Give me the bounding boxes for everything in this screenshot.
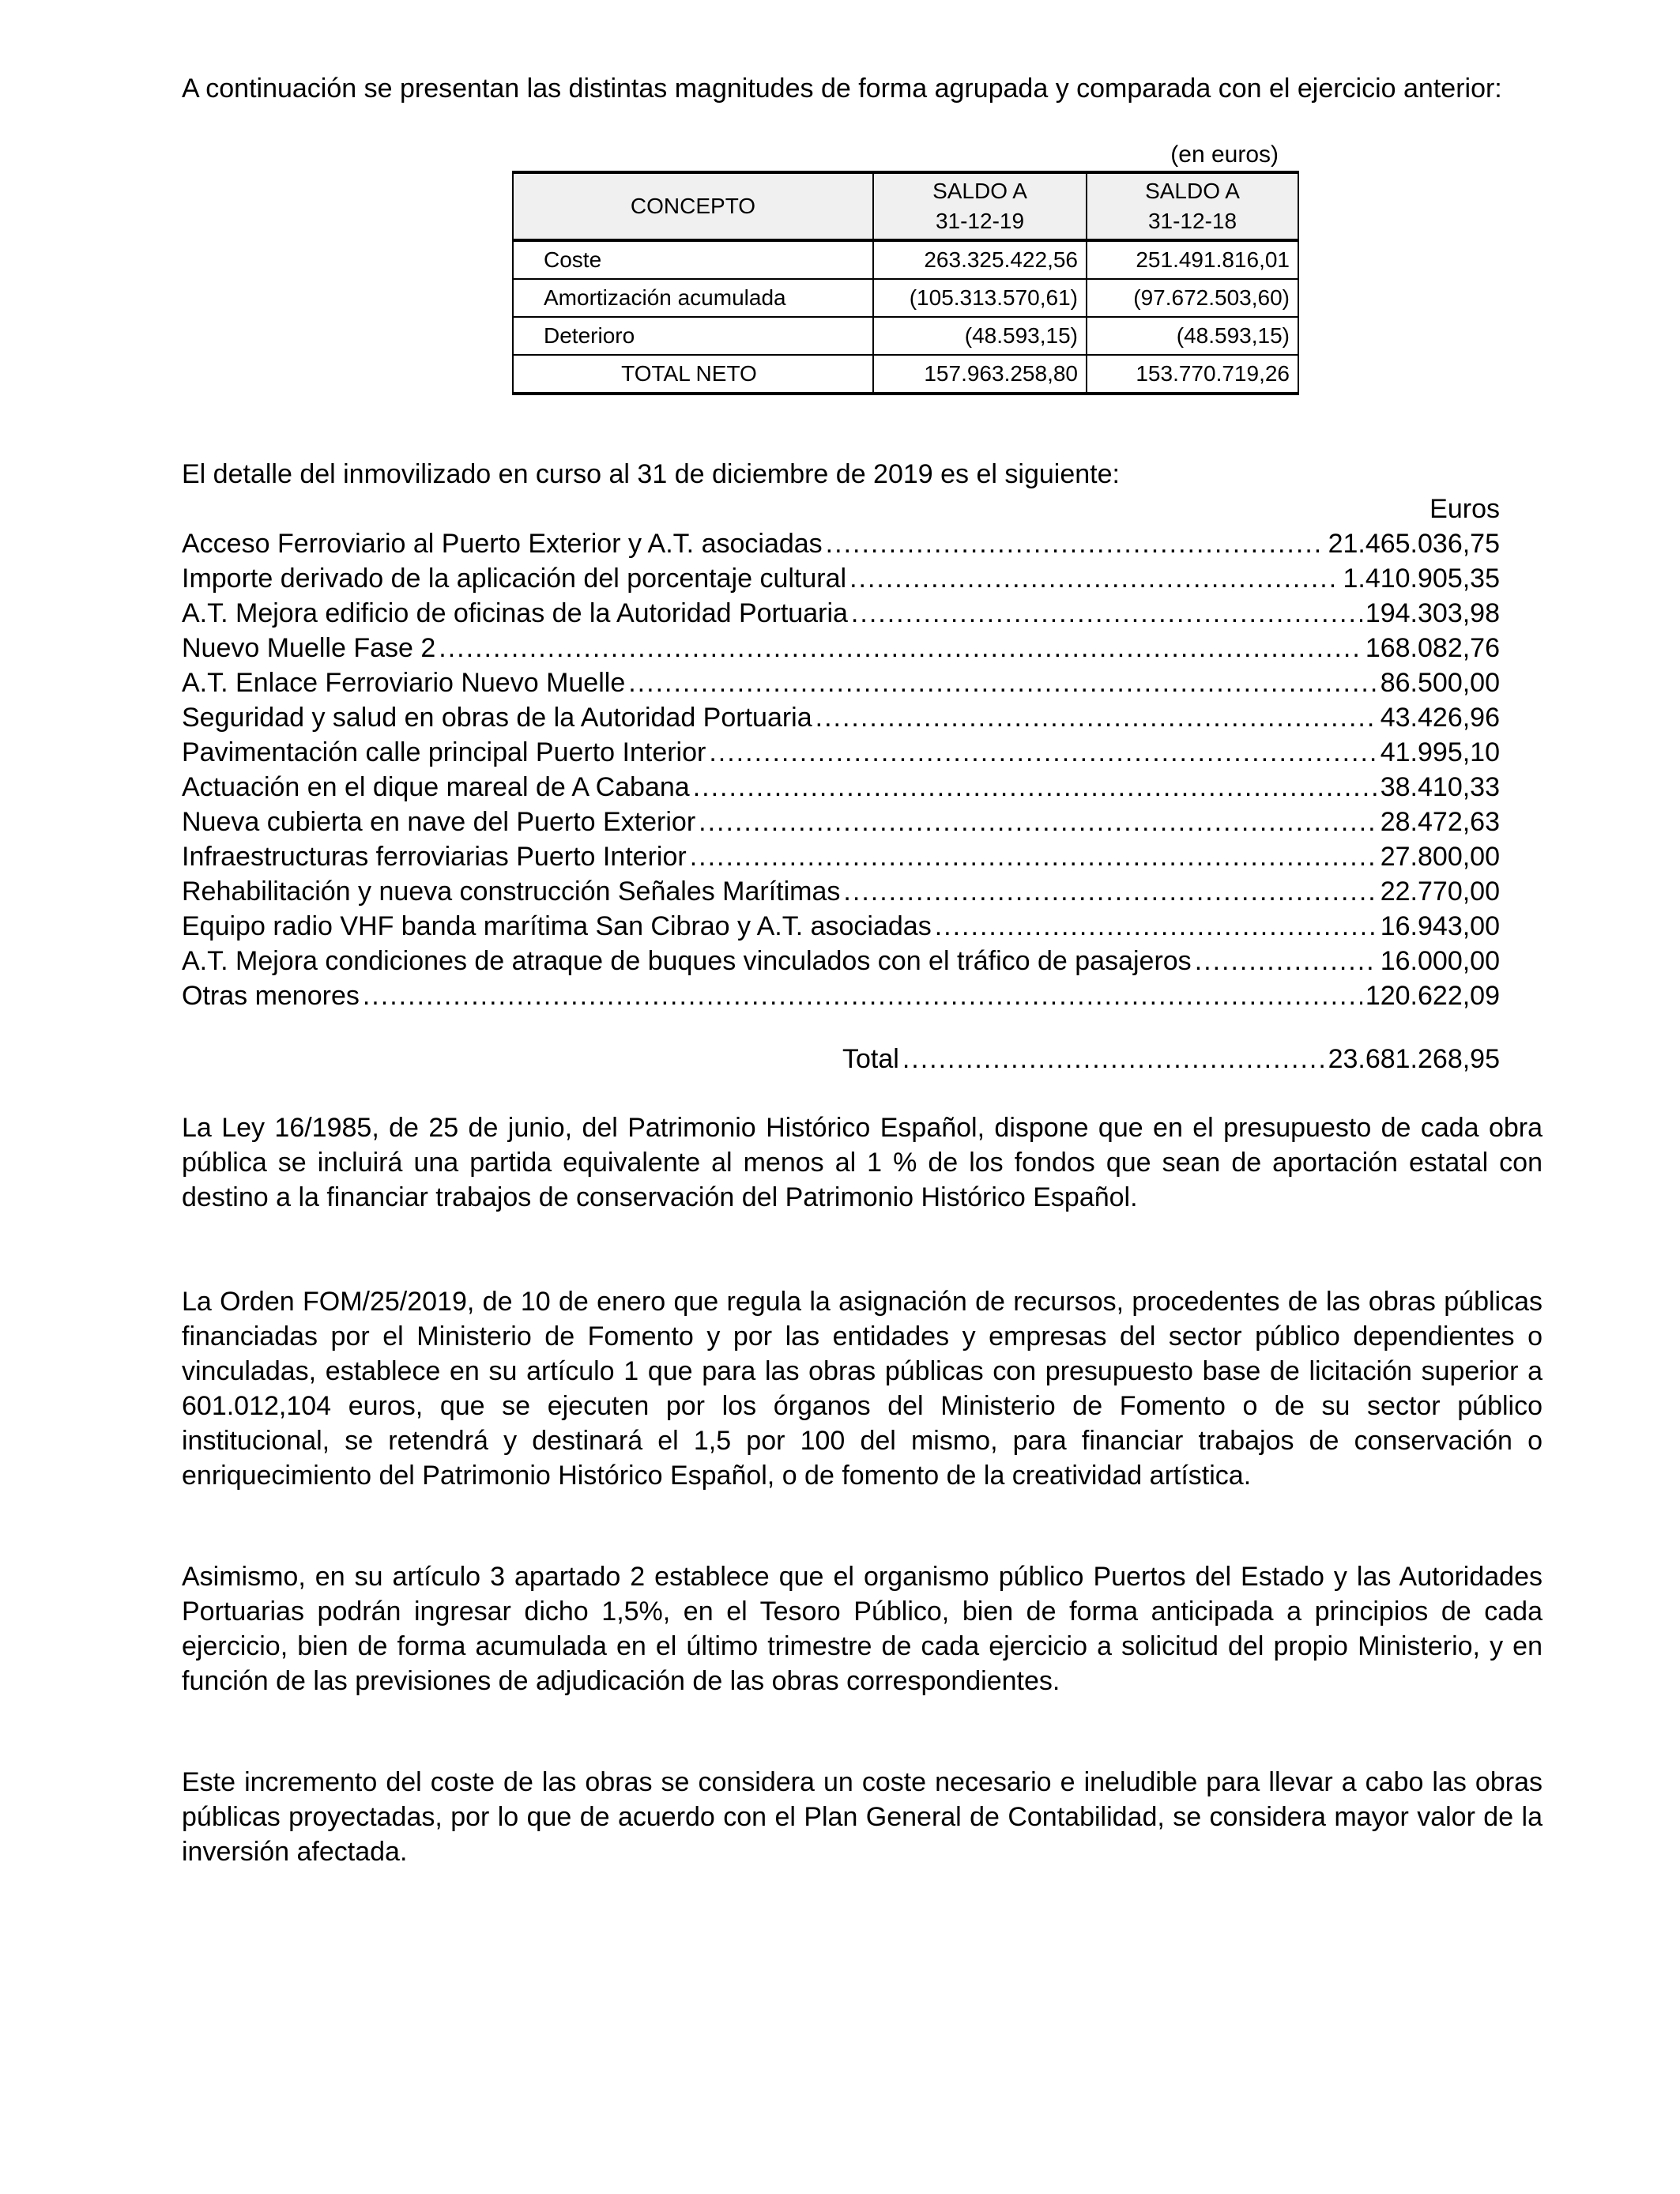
item-name: Pavimentación calle principal Puerto Interior (182, 737, 706, 767)
item-name: A.T. Enlace Ferroviario Nuevo Muelle (182, 668, 626, 698)
dot-leader (693, 770, 1377, 805)
item-amount: 86.500,00 (1380, 668, 1500, 698)
paragraph-articulo-3: Asimismo, en su artículo 3 apartado 2 establece que el organismo público Puertos del Estado y las Autoridades Portuarias podrán ingresar dicho 1,5%, en el Tesoro Público, bien de forma anticipada a principios de cada ejercicio, bien de forma acumulada en el último trimestre de cada ejercicio a solicitud del propio Ministerio, y en función de las previsiones de adjudicación de las obras correspondientes. (182, 1562, 1543, 1696)
item-amount: 120.622,09 (1365, 981, 1500, 1011)
item-amount: 38.410,33 (1380, 772, 1500, 802)
dot-leader (363, 978, 1362, 1013)
item-name: Nuevo Muelle Fase 2 (182, 633, 436, 663)
list-item (182, 770, 1500, 805)
list-item (182, 700, 1500, 735)
item-amount: 43.426,96 (1380, 703, 1500, 733)
list-item (182, 978, 1500, 1013)
table-row (513, 279, 1298, 317)
list-item (182, 805, 1500, 839)
dot-leader (935, 909, 1377, 944)
dot-leader (843, 874, 1377, 909)
row-value-2019: (48.593,15) (873, 317, 1087, 355)
dot-leader (826, 526, 1325, 561)
total-value-2019: 157.963.258,80 (873, 355, 1087, 394)
dot-leader (851, 596, 1362, 631)
item-amount: 16.000,00 (1380, 946, 1500, 976)
dot-leader (709, 735, 1377, 770)
row-concept: Deterioro (513, 317, 873, 355)
item-name: Equipo radio VHF banda marítima San Cibrao y A.T. asociadas (182, 911, 932, 941)
list-item (182, 944, 1500, 978)
detail-intro: El detalle del inmovilizado en curso al 31 de diciembre de 2019 es el siguiente: (182, 459, 1120, 489)
table-row (513, 317, 1298, 355)
item-name: Importe derivado de la aplicación del porcentaje cultural (182, 564, 847, 594)
paragraph-incremento-coste: Este incremento del coste de las obras se considera un coste necesario e ineludible para llevar a cabo las obras públicas proyectadas, por lo que de acuerdo con el Plan General de Contabilidad, se considera mayor valor de la inversión afectada. (182, 1767, 1543, 1867)
header-2019-line2: 31-12-19 (935, 209, 1025, 233)
item-amount: 194.303,98 (1365, 598, 1500, 628)
item-amount: 27.800,00 (1380, 842, 1500, 872)
header-2018 (1087, 172, 1298, 240)
row-value-2018: (97.672.503,60) (1087, 279, 1298, 317)
table-total-row (513, 355, 1298, 394)
item-amount: 22.770,00 (1380, 876, 1500, 907)
item-name: Rehabilitación y nueva construcción Señales Marítimas (182, 876, 841, 907)
item-amount: 21.465.036,75 (1328, 529, 1500, 559)
dot-leader (439, 631, 1362, 665)
list-item (182, 909, 1500, 944)
list-item (182, 596, 1500, 631)
header-2019 (873, 172, 1087, 240)
list-item (182, 874, 1500, 909)
detail-list (182, 526, 1500, 1013)
item-name: Actuación en el dique mareal de A Cabana (182, 772, 690, 802)
list-item (182, 561, 1500, 596)
item-name: Infraestructuras ferroviarias Puerto Interior (182, 842, 687, 872)
item-name: Nueva cubierta en nave del Puerto Exterior (182, 807, 696, 837)
dot-leader (628, 665, 1377, 700)
paragraph-ley-patrimonio: La Ley 16/1985, de 25 de junio, del Patrimonio Histórico Español, dispone que en el presupuesto de cada obra pública se incluirá una partida equivalente al menos al 1 % de los fondos que sean de aportación estatal con destino a la financiar trabajos de conservación del Patrimonio Histórico Español. (182, 1113, 1543, 1212)
header-2019-line1: SALDO A (932, 179, 1027, 203)
row-value-2019: (105.313.570,61) (873, 279, 1087, 317)
dot-leader (816, 700, 1377, 735)
item-amount: 28.472,63 (1380, 807, 1500, 837)
item-amount: 41.995,10 (1380, 737, 1500, 767)
intro-paragraph: A continuación se presentan las distintas magnitudes de forma agrupada y comparada con el ejercicio anterior: (182, 74, 1502, 104)
balance-table (512, 171, 1299, 395)
item-name: Acceso Ferroviario al Puerto Exterior y A.T. asociadas (182, 529, 823, 559)
item-amount: 1.410.905,35 (1343, 564, 1500, 594)
table-header-row (513, 172, 1298, 240)
list-item (182, 735, 1500, 770)
list-item (182, 839, 1500, 874)
row-concept: Coste (513, 240, 873, 279)
item-name: A.T. Mejora edificio de oficinas de la Autoridad Portuaria (182, 598, 848, 628)
table-row (513, 240, 1298, 279)
unit-note: (en euros) (1170, 141, 1279, 168)
list-item (182, 631, 1500, 665)
total-value-2018: 153.770.719,26 (1087, 355, 1298, 394)
dot-leader (902, 1042, 1325, 1076)
dot-leader (690, 839, 1377, 874)
header-2018-line1: SALDO A (1145, 179, 1240, 203)
row-value-2019: 263.325.422,56 (873, 240, 1087, 279)
item-name: A.T. Mejora condiciones de atraque de buques vinculados con el tráfico de pasajeros (182, 946, 1192, 976)
item-amount: 168.082,76 (1365, 633, 1500, 663)
dot-leader (699, 805, 1377, 839)
row-value-2018: 251.491.816,01 (1087, 240, 1298, 279)
row-concept: Amortización acumulada (513, 279, 873, 317)
dot-leader (849, 561, 1339, 596)
row-value-2018: (48.593,15) (1087, 317, 1298, 355)
header-concept: CONCEPTO (513, 172, 873, 240)
item-amount: 16.943,00 (1380, 911, 1500, 941)
item-name: Seguridad y salud en obras de la Autoridad Portuaria (182, 703, 812, 733)
total-label: TOTAL NETO (513, 355, 873, 394)
list-item (182, 665, 1500, 700)
detail-total (842, 1042, 1500, 1076)
total-amount: 23.681.268,95 (1328, 1044, 1500, 1074)
euros-column-header: Euros (1430, 494, 1500, 524)
dot-leader (1195, 944, 1377, 978)
list-item (182, 526, 1500, 561)
total-label: Total (842, 1044, 899, 1074)
paragraph-orden-fom: La Orden FOM/25/2019, de 10 de enero que regula la asignación de recursos, procedentes de las obras públicas financiadas por el Ministerio de Fomento y por las entidades y empresas del sector público dependientes o vinculadas, establece en su artículo 1 que para las obras públicas con presupuesto base de licitación superior a 601.012,104 euros, que se ejecuten por los órganos del Ministerio de Fomento o de su sector público institucional, se retendrá y destinará el 1,5 por 100 del mismo, para financiar trabajos de conservación o enriquecimiento del Patrimonio Histórico Español, o de fomento de la creatividad artística. (182, 1287, 1543, 1491)
header-2018-line2: 31-12-18 (1147, 209, 1237, 233)
item-name: Otras menores (182, 981, 360, 1011)
